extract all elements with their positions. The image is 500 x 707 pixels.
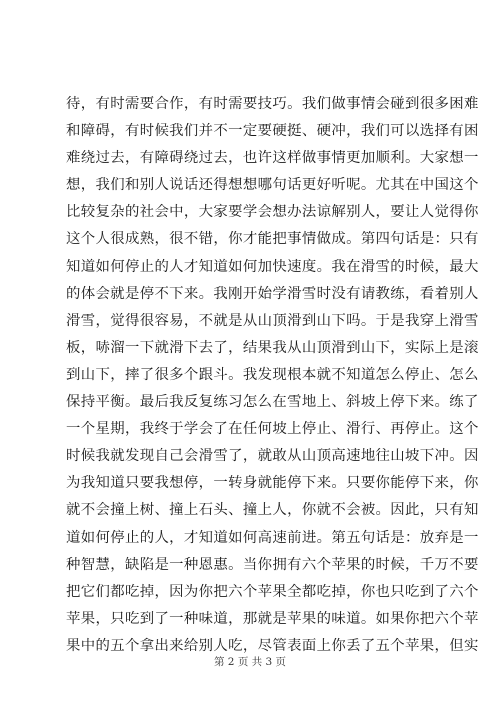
text-line: 一个星期，我终于学会了在任何坡上停止、滑行、再停止。这个 [66,421,479,438]
text-line: 时候我就发现自己会滑雪了，就敢从山顶高速地往山坡下冲。因 [66,448,479,465]
page-number-footer: 第 2 页 共 3 页 [213,656,287,668]
text-line: 知道如何停止的人才知道如何加快速度。我在滑雪的时候，最大 [66,258,479,275]
text-line: 为我知道只要我想停，一转身就能停下来。只要你能停下来，你 [66,475,479,492]
text-line: 种智慧，缺陷是一种恩惠。当你拥有六个苹果的时候，千万不要 [66,556,479,573]
text-line: 板，哧溜一下就滑下去了，结果我从山顶滑到山下，实际上是滚 [66,339,479,356]
text-line: 把它们都吃掉，因为你把六个苹果全都吃掉，你也只吃到了六个 [66,583,479,600]
text-line: 比较复杂的社会中，大家要学会想办法谅解别人，要让人觉得你 [66,204,479,221]
text-line: 滑雪，觉得很容易，不就是从山顶滑到山下吗。于是我穿上滑雪 [66,312,479,329]
text-line: 到山下，摔了很多个跟斗。我发现根本就不知道怎么停止、怎么 [66,366,479,383]
text-line: 保持平衡。最后我反复练习怎么在雪地上、斜坡上停下来。练了 [66,394,479,411]
text-line: 想，我们和别人说话还得想想哪句话更好听呢。尤其在中国这个 [66,177,479,194]
text-line: 的体会就是停不下来。我刚开始学滑雪时没有请教练，看着别人 [66,285,479,302]
text-line: 就不会撞上树、撞上石头、撞上人，你就不会被。因此，只有知 [66,502,479,519]
body-text [66,91,479,660]
text-line: 道如何停止的人，才知道如何高速前进。第五句话是：放弃是一 [66,529,479,546]
text-line: 苹果，只吃到了一种味道，那就是苹果的味道。如果你把六个苹 [66,610,479,627]
text-line: 难绕过去，有障碍绕过去，也许这样做事情更加顺利。大家想一 [66,150,479,167]
text-line: 这个人很成熟，很不错，你才能把事情做成。第四句话是：只有 [66,231,479,248]
text-line: 和障碍，有时候我们并不一定要硬挺、硬冲，我们可以选择有困 [66,123,479,140]
text-line: 果中的五个拿出来给别人吃，尽管表面上你丢了五个苹果，但实 [66,637,479,654]
text-line: 待，有时需要合作，有时需要技巧。我们做事情会碰到很多困难 [66,96,479,112]
